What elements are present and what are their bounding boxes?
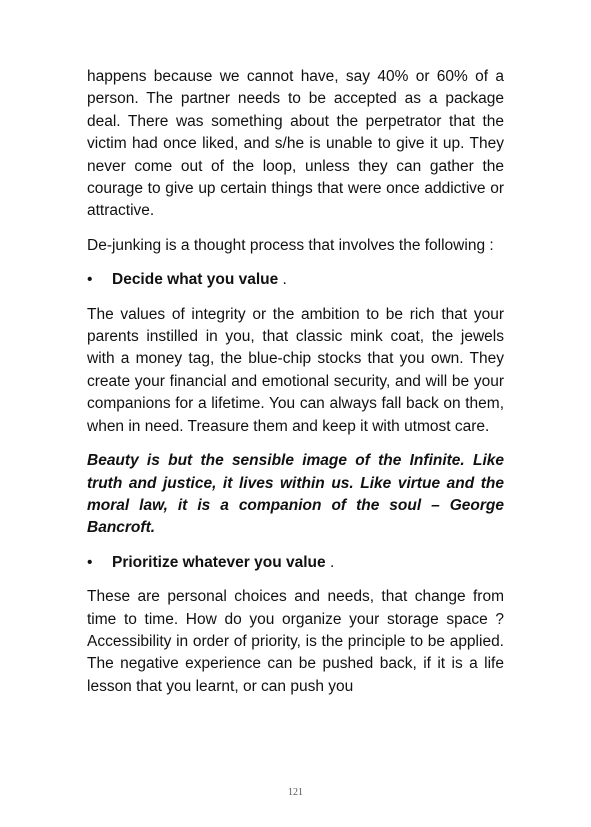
bullet-tail: . xyxy=(278,271,287,289)
bullet-icon: • xyxy=(87,553,93,571)
paragraph: The values of integrity or the ambition to be rich that your parents instilled in you, that classic mink coat, the jewels with a money tag, the blue-chip stocks that you own. They create your financial and emotional security, and will be your companions for a lifetime. You can always fall back on them, when in need. Treasure them and keep it with utmost care. xyxy=(87,305,504,435)
page-number: 121 xyxy=(288,787,303,798)
bullet-item xyxy=(87,269,504,291)
bullet-heading: Decide what you value xyxy=(112,271,279,289)
bullet-heading: Prioritize whatever you value xyxy=(112,553,326,571)
quote: Beauty is but the sensible image of the Infinite. Like truth and justice, it lives within us. Like virtue and the moral law, it is a companion of the soul – George Bancroft. xyxy=(87,452,504,537)
bullet-item xyxy=(87,552,504,574)
page-body xyxy=(87,66,504,698)
paragraph: These are personal choices and needs, that change from time to time. How do you organize your storage space ? Accessibility in order of priority, is the principle to be applied. The negative experience can be pushed back, if it is a life lesson that you learnt, or can push you xyxy=(87,588,504,695)
bullet-tail: . xyxy=(325,553,335,571)
paragraph: De-junking is a thought process that involves the following : xyxy=(87,236,494,254)
paragraph: happens because we cannot have, say 40% or 60% of a person. The partner needs to be accepted as a package deal. There was something about the perpetrator that the victim had once liked, and s/he is unable to give it up. They never come out of the loop, unless they can gather the courage to give up certain things that were once addictive or attractive. xyxy=(87,68,504,220)
bullet-icon: • xyxy=(87,271,93,289)
